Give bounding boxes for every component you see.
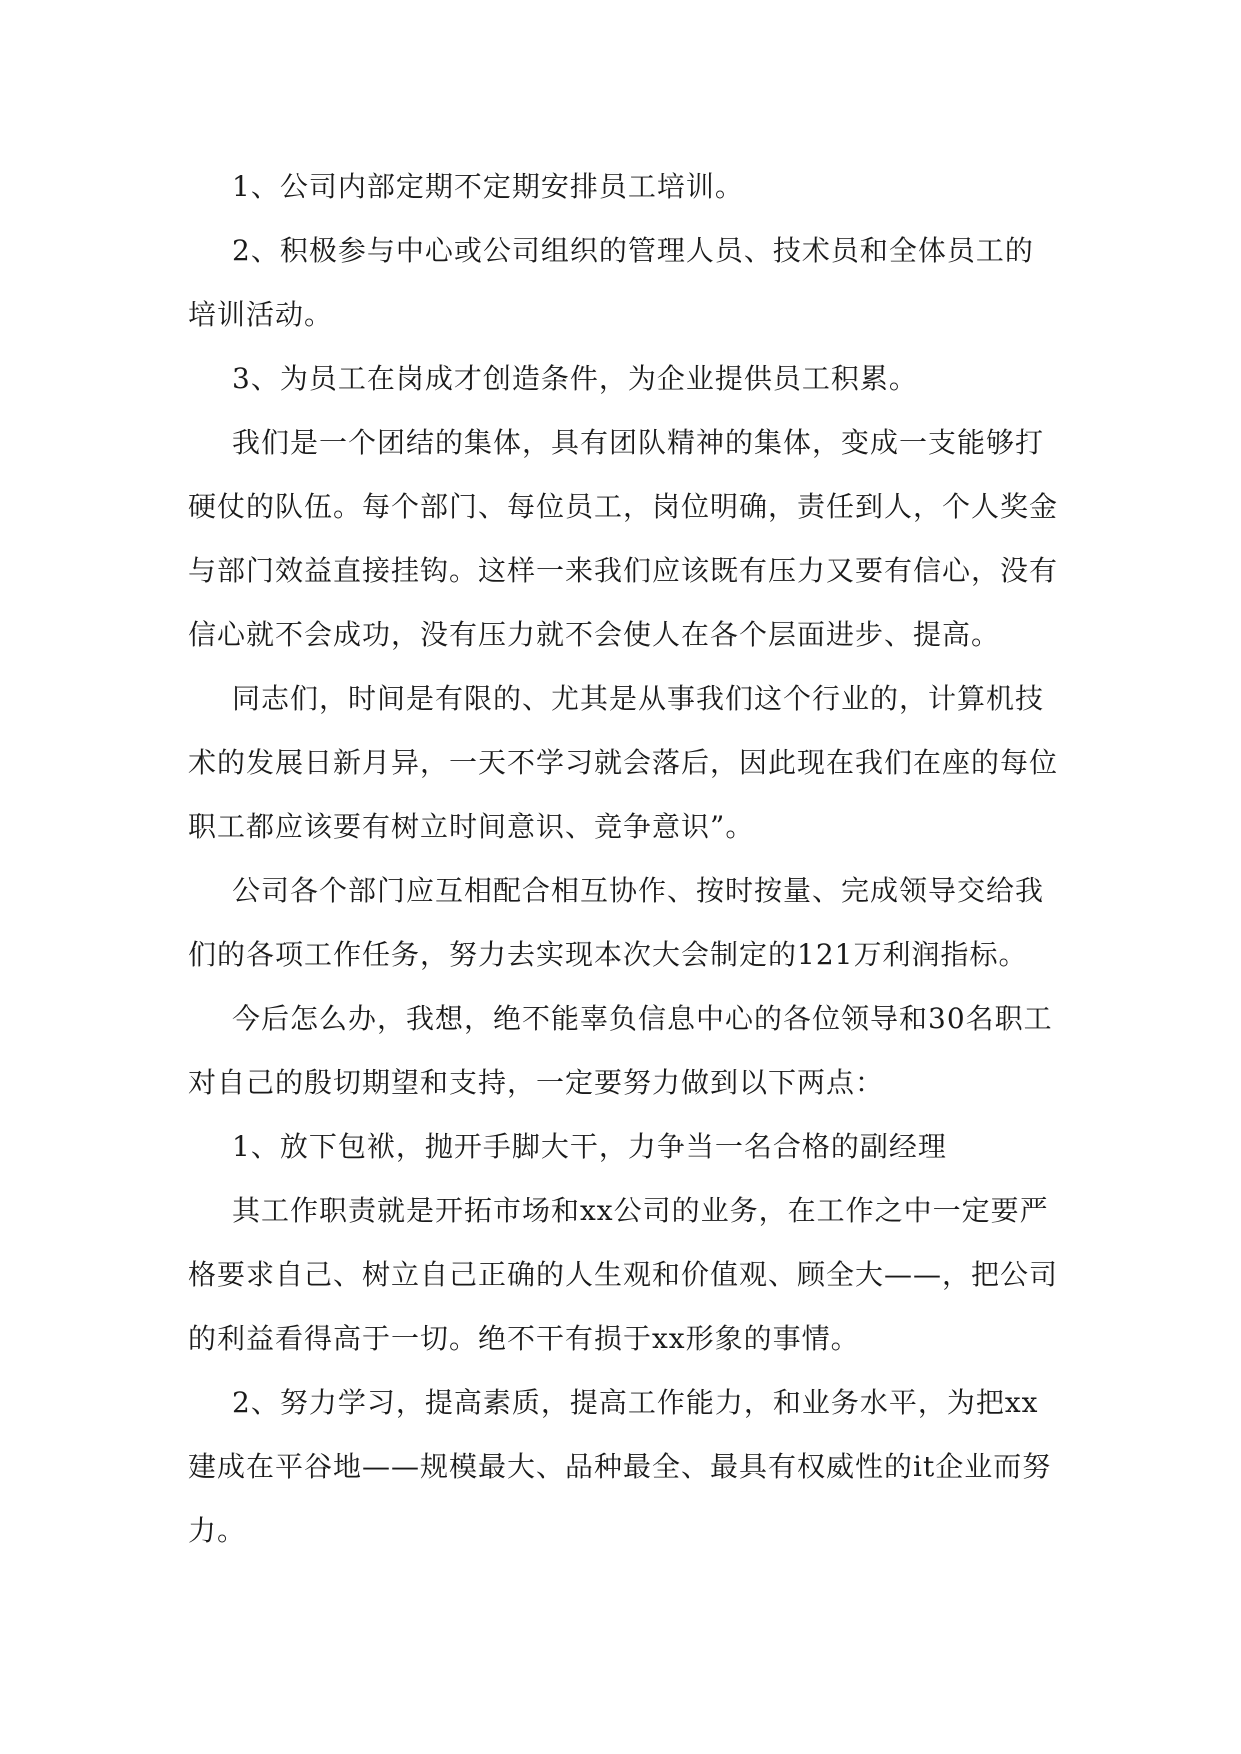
paragraph-9: 其工作职责就是开拓市场和xx公司的业务，在工作之中一定要严格要求自己、树立自己正确的人生观和价值观、顾全大——，把公司的利益看得高于一切。绝不干有损于xx形象的事情。 (188, 1194, 1059, 1355)
document-body (188, 155, 1058, 1563)
paragraph-2: 2、积极参与中心或公司组织的管理人员、技术员和全体员工的培训活动。 (188, 234, 1034, 331)
paragraph-6: 公司各个部门应互相配合相互协作、按时按量、完成领导交给我们的各项工作任务，努力去实现本次大会制定的121万利润指标。 (188, 874, 1045, 971)
paragraph-8: 1、放下包袱，抛开手脚大干，力争当一名合格的副经理 (232, 1130, 947, 1163)
paragraph-7: 今后怎么办，我想，绝不能辜负信息中心的各位领导和30名职工对自己的殷切期望和支持，一定要努力做到以下两点： (188, 1002, 1053, 1099)
paragraph-1: 1、公司内部定期不定期安排员工培训。 (232, 170, 744, 203)
paragraph-10: 2、努力学习，提高素质，提高工作能力，和业务水平，为把xx建成在平谷地——规模最大、品种最全、最具有权威性的it企业而努力。 (188, 1386, 1052, 1547)
paragraph-3: 3、为员工在岗成才创造条件，为企业提供员工积累。 (232, 362, 918, 395)
paragraph-4: 我们是一个团结的集体，具有团队精神的集体，变成一支能够打硬仗的队伍。每个部门、每位员工，岗位明确，责任到人，个人奖金与部门效益直接挂钩。这样一来我们应该既有压力又要有信心，没有信心就不会成功，没有压力就不会使人在各个层面进步、提高。 (188, 426, 1059, 651)
paragraph-5: 同志们，时间是有限的、尤其是从事我们这个行业的，计算机技术的发展日新月异，一天不学习就会落后，因此现在我们在座的每位职工都应该要有树立时间意识、竞争意识”。 (188, 682, 1059, 843)
